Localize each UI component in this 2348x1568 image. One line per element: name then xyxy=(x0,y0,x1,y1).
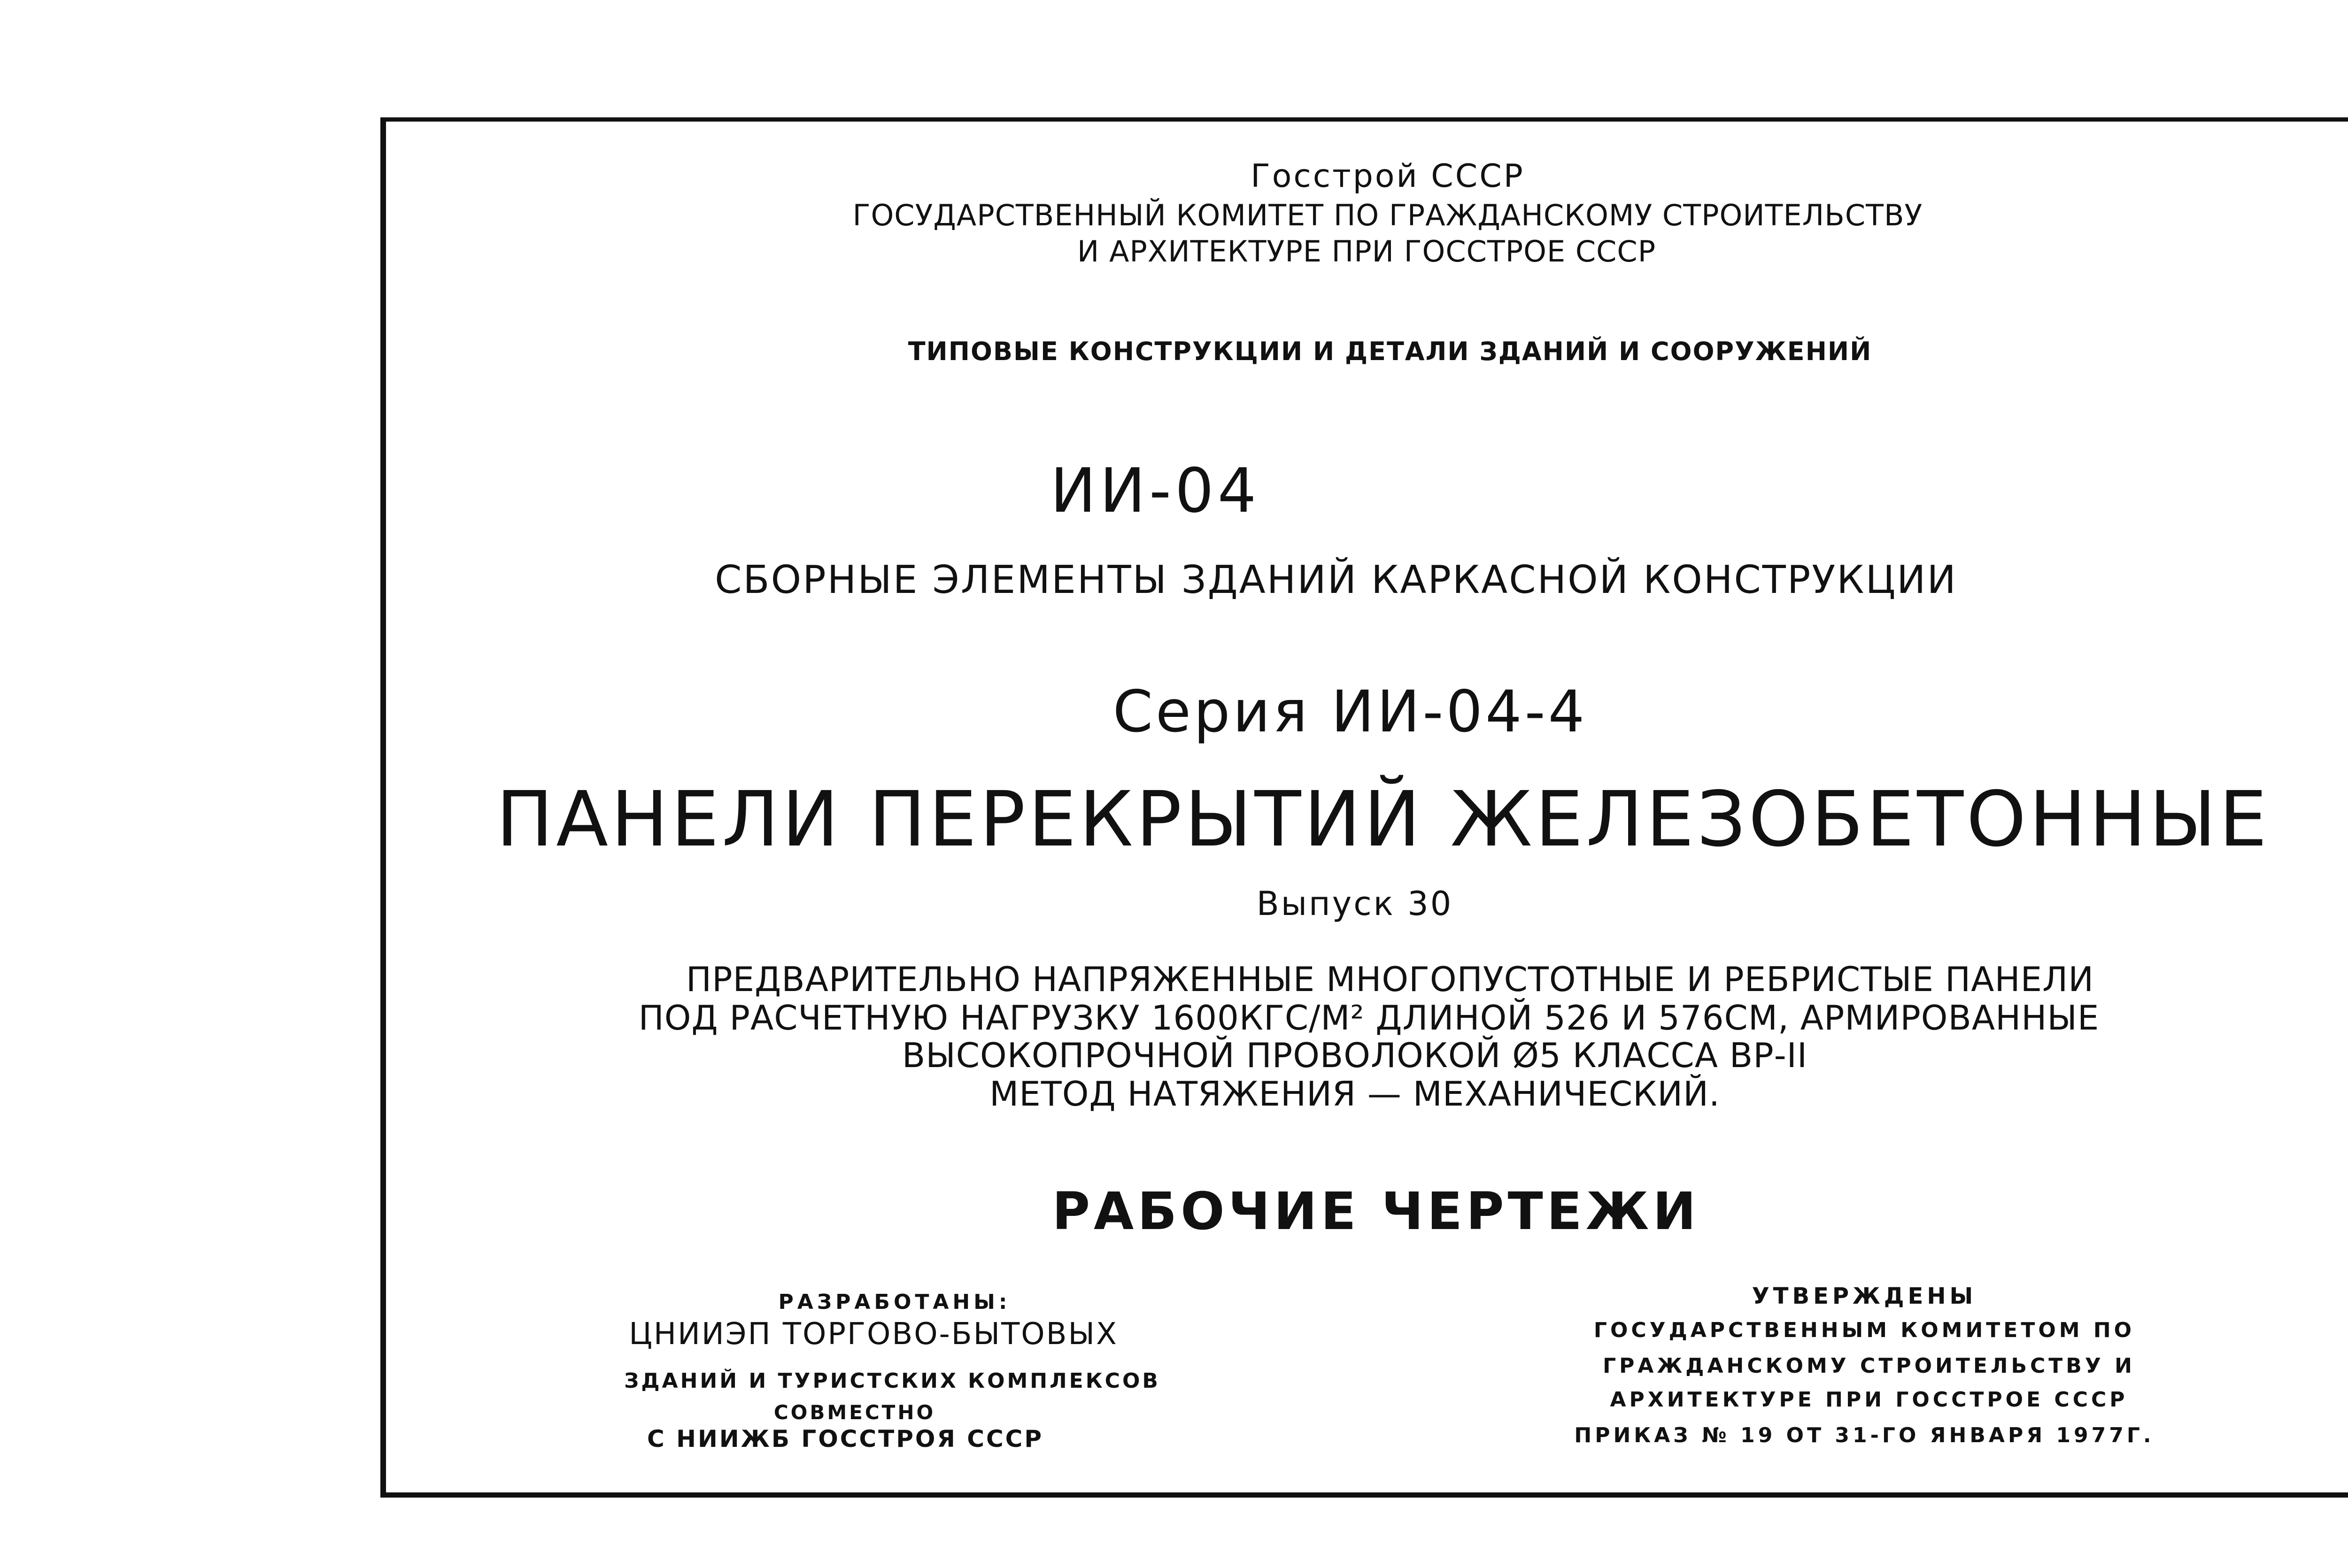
issue-number: Выпуск 30 xyxy=(1256,884,1453,923)
working-drawings-label: РАБОЧИЕ ЧЕРТЕЖИ xyxy=(1052,1181,1700,1241)
developed-line-4: С НИИЖБ ГОССТРОЯ СССР xyxy=(647,1425,1044,1453)
series-name: Серия ИИ-04-4 xyxy=(1112,678,1588,745)
approved-heading: УТВЕРЖДЕНЫ xyxy=(1752,1283,1977,1309)
approved-line-3: АРХИТЕКТУРЕ ПРИ ГОССТРОЕ СССР xyxy=(1610,1388,2128,1412)
org-line-gosstroy: Госстрой СССР xyxy=(1251,158,1525,195)
approved-line-4: ПРИКАЗ № 19 ОТ 31-ГО ЯНВАРЯ 1977Г. xyxy=(1574,1423,2155,1447)
collection-title: ТИПОВЫЕ КОНСТРУКЦИИ И ДЕТАЛИ ЗДАНИЙ И СООРУЖЕНИЙ xyxy=(908,337,1872,366)
approved-line-2: ГРАЖДАНСКОМУ СТРОИТЕЛЬСТВУ И xyxy=(1603,1354,2135,1378)
section-title: СБОРНЫЕ ЭЛЕМЕНТЫ ЗДАНИЙ КАРКАСНОЙ КОНСТРУКЦИИ xyxy=(715,558,1957,602)
description-line-1: ПРЕДВАРИТЕЛЬНО НАПРЯЖЕННЫЕ МНОГОПУСТОТНЫЕ И РЕБРИСТЫЕ ПАНЕЛИ xyxy=(686,960,2094,999)
description-line-3: ВЫСОКОПРОЧНОЙ ПРОВОЛОКОЙ Ø5 КЛАССА ВР-II xyxy=(902,1036,1808,1075)
main-title: ПАНЕЛИ ПЕРЕКРЫТИЙ ЖЕЛЕЗОБЕТОННЫЕ xyxy=(496,776,2270,864)
org-line-architecture: И АРХИТЕКТУРЕ ПРИ ГОССТРОЕ СССР xyxy=(1077,234,1656,269)
developed-line-3: СОВМЕСТНО xyxy=(773,1401,936,1424)
developed-line-1: ЦНИИЭП ТОРГОВО-БЫТОВЫХ xyxy=(629,1317,1118,1352)
description-line-2: ПОД РАСЧЕТНУЮ НАГРУЗКУ 1600КГС/М² ДЛИНОЙ 526 И 576СМ, АРМИРОВАННЫЕ xyxy=(638,998,2100,1038)
org-line-committee: ГОСУДАРСТВЕННЫЙ КОМИТЕТ ПО ГРАЖДАНСКОМУ СТРОИТЕЛЬСТВУ xyxy=(852,198,1923,232)
developed-line-2: ЗДАНИЙ И ТУРИСТСКИХ КОМПЛЕКСОВ xyxy=(624,1369,1160,1393)
series-code: ИИ-04 xyxy=(1050,455,1260,526)
description-line-4: МЕТОД НАТЯЖЕНИЯ — МЕХАНИЧЕСКИЙ. xyxy=(989,1074,1720,1114)
developed-heading: РАЗРАБОТАНЫ: xyxy=(778,1290,1011,1314)
approved-line-1: ГОСУДАРСТВЕННЫМ КОМИТЕТОМ ПО xyxy=(1593,1318,2135,1342)
